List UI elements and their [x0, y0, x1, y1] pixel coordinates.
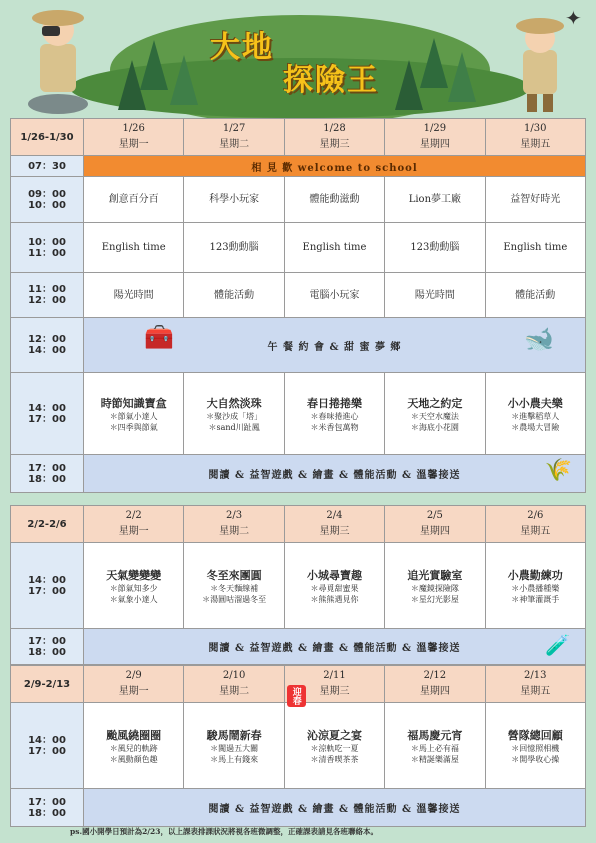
activity-cell: 創意百分百	[84, 177, 184, 223]
activity-cell: English time	[84, 223, 184, 273]
activity-cell: English time	[485, 223, 585, 273]
time-cell: 11：00 12：00	[11, 273, 84, 318]
slot1-row	[11, 177, 586, 223]
activity-cell: 天氣變變變 ＊節氣知多少 ＊氣象小達人	[84, 543, 184, 629]
test-tubes-icon: 🧪	[545, 633, 571, 657]
activity-cell: 體能活動	[485, 273, 585, 318]
compass-icon: ✦	[565, 6, 582, 30]
lunch-row	[11, 318, 586, 373]
time-cell: 17：00 18：00	[11, 789, 84, 827]
afternoon-row	[11, 543, 586, 629]
day-header: 2/3 星期二	[184, 506, 284, 543]
activity-cell: 駿馬鬧新春 ＊闖過五大關 ＊馬上有錢來	[184, 703, 284, 789]
activity-cell: 123動動腦	[184, 223, 284, 273]
afternoon-row	[11, 703, 586, 789]
activity-cell: 小小農夫樂 ＊進擊稻草人 ＊農場大冒險	[485, 373, 585, 455]
activity-cell: 體能活動	[184, 273, 284, 318]
day-header: 2/9 星期一	[84, 666, 184, 703]
whale-icon: 🐋	[524, 324, 555, 353]
time-cell: 10：00 11：00	[11, 223, 84, 273]
evening-banner	[84, 455, 586, 493]
title-line2: 探險王	[283, 63, 379, 98]
title-line1: 大地	[210, 30, 274, 65]
footnote: ps.國小開學日預計為2/23，以上課表排課狀況將視各班微調整，正確課表請見各班聯絡本。	[70, 827, 378, 836]
time-cell: 12：00 14：00	[11, 318, 84, 373]
evening-text: 閱讀 & 益智遊戲 & 繪畫 & 體能活動 & 溫馨接送	[208, 643, 461, 654]
activity-cell: 大自然淡珠 ＊聚沙成「塔」 ＊sand川趾鳳	[184, 373, 284, 455]
treasure-chest-icon: 🧰	[144, 322, 175, 351]
evening-banner: 閱讀 & 益智遊戲 & 繪畫 & 體能活動 & 溫馨接送	[84, 789, 586, 827]
activity-cell: 小農勤練功 ＊小農播種樂 ＊神筆灌溉手	[485, 543, 585, 629]
activity-cell: 追光實驗室 ＊魔鏡探險隊 ＊星幻光影屋	[385, 543, 485, 629]
explorer-boy-icon	[18, 4, 98, 116]
day-header: 1/28 星期三	[284, 119, 384, 156]
activity-cell: 冬至來團圓 ＊冬天麵線補 ＊湯圓咕溜過冬至	[184, 543, 284, 629]
evening-banner	[84, 629, 586, 665]
evening-row	[11, 629, 586, 665]
week3-table	[10, 665, 586, 827]
activity-cell: 陽光時間	[385, 273, 485, 318]
day-header: 2/13 星期五	[485, 666, 585, 703]
evening-row	[11, 789, 586, 827]
day-header: 1/26 星期一	[84, 119, 184, 156]
week1-header-row	[11, 119, 586, 156]
week2-header-row	[11, 506, 586, 543]
activity-cell: 電腦小玩家	[284, 273, 384, 318]
activity-cell: 益智好時光	[485, 177, 585, 223]
spring-sticker: 迎春	[287, 685, 306, 707]
activity-cell: Lion夢工廠	[385, 177, 485, 223]
activity-cell: 營隊總回顧 ＊回憶照相機 ＊開學收心操	[485, 703, 585, 789]
time-cell: 14：00 17：00	[11, 373, 84, 455]
evening-text: 閱讀 & 益智遊戲 & 繪畫 & 體能活動 & 溫馨接送	[208, 470, 461, 481]
time-cell: 07：30	[11, 156, 84, 177]
slot3-row	[11, 273, 586, 318]
activity-cell: 颱風繞圈圈 ＊風兒的軌跡 ＊風動顏色趣	[84, 703, 184, 789]
time-cell: 14：00 17：00	[11, 543, 84, 629]
day-header: 2/5 星期四	[385, 506, 485, 543]
week2-table	[10, 505, 586, 665]
week-range: 2/2-2/6	[11, 506, 84, 543]
lunch-banner	[84, 318, 586, 373]
header-banner	[0, 0, 596, 118]
activity-cell: 天地之約定 ＊天空水魔法 ＊海底小花園	[385, 373, 485, 455]
day-header: 1/27 星期二	[184, 119, 284, 156]
activity-cell: 體能動滋動	[284, 177, 384, 223]
day-header: 1/29 星期四	[385, 119, 485, 156]
activity-cell: English time	[284, 223, 384, 273]
day-header: 2/11 星期三	[284, 666, 384, 703]
greeting-row	[11, 156, 586, 177]
activity-cell: 小城尋寶趣 ＊尋覓甜蜜果 ＊熊熊遇見你	[284, 543, 384, 629]
lunch-text: 午 餐 約 會 & 甜 蜜 夢 鄉	[267, 341, 402, 353]
activity-cell: 科學小玩家	[184, 177, 284, 223]
greeting-banner: 相 見 歡 welcome to school	[84, 156, 586, 177]
slot2-row	[11, 223, 586, 273]
activity-cell: 時節知識寶盒 ＊節氣小達人 ＊四季與節氣	[84, 373, 184, 455]
evening-row	[11, 455, 586, 493]
week-range: 1/26-1/30	[11, 119, 84, 156]
activity-cell: 迎春 沁涼夏之宴 ＊涼軌吃一夏 ＊清香喫茶茶	[284, 703, 384, 789]
time-cell: 17：00 18：00	[11, 629, 84, 665]
day-header: 2/2 星期一	[84, 506, 184, 543]
week-range: 2/9-2/13	[11, 666, 84, 703]
activity-cell: 陽光時間	[84, 273, 184, 318]
activity-cell: 123動動腦	[385, 223, 485, 273]
activity-cell: 春日捲捲樂 ＊春味捲進心 ＊米香包萬物	[284, 373, 384, 455]
afternoon-row	[11, 373, 586, 455]
day-header: 1/30 星期五	[485, 119, 585, 156]
day-header: 2/4 星期三	[284, 506, 384, 543]
day-header: 2/10 星期二	[184, 666, 284, 703]
time-cell: 14：00 17：00	[11, 703, 84, 789]
scarecrow-icon: 🌾	[544, 457, 573, 483]
day-header: 2/6 星期五	[485, 506, 585, 543]
activity-cell: 福馬慶元宵 ＊馬上必有福 ＊精誕樂滿屋	[385, 703, 485, 789]
time-cell: 17：00 18：00	[11, 455, 84, 493]
week1-table	[10, 118, 586, 493]
day-header: 2/12 星期四	[385, 666, 485, 703]
time-cell: 09：00 10：00	[11, 177, 84, 223]
